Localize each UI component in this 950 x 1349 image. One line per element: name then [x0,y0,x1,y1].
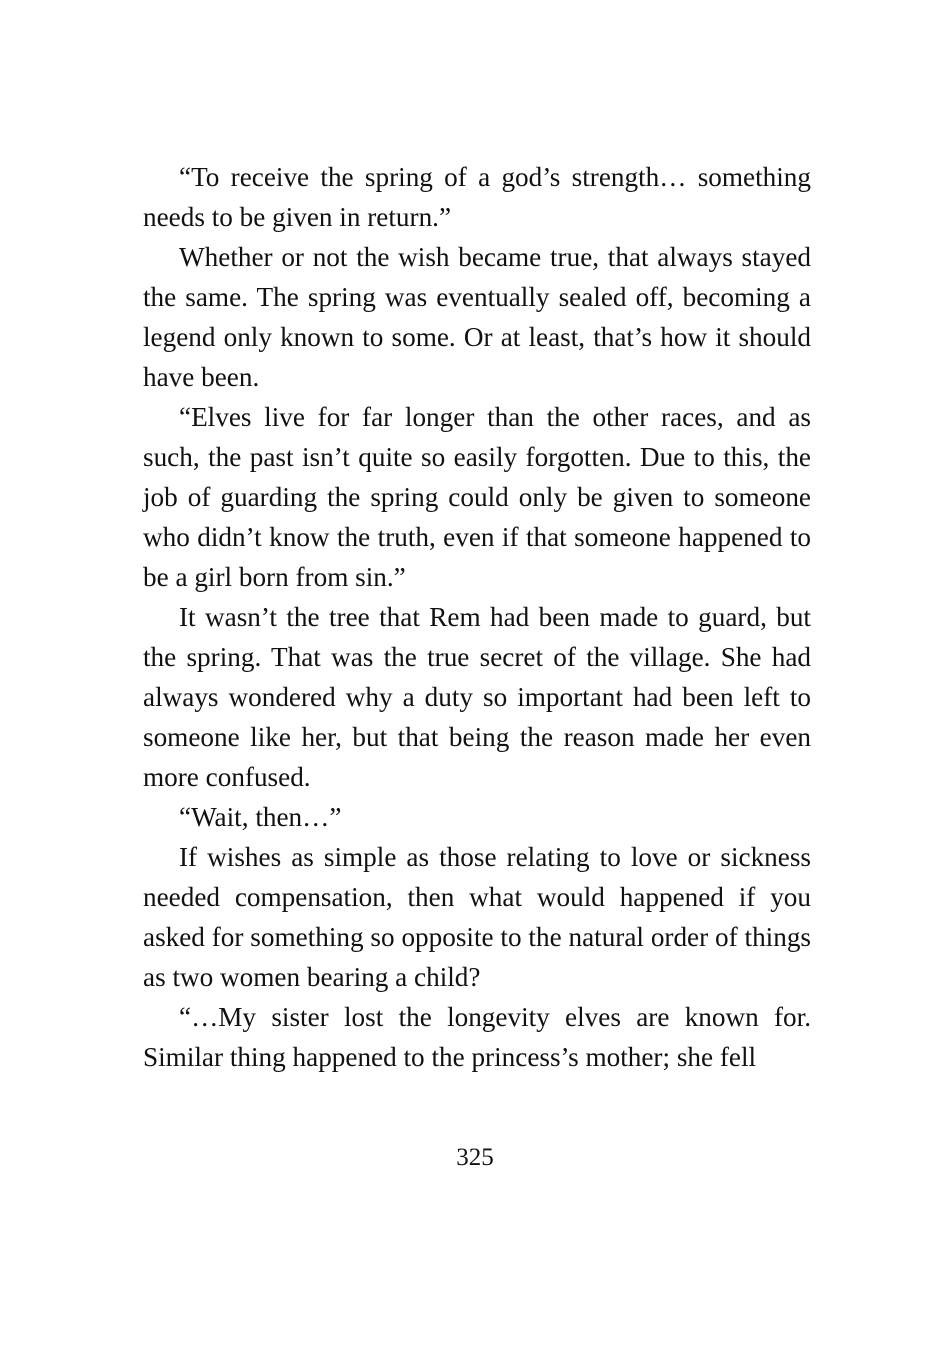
paragraph: If wishes as simple as those relating to love or sickness needed compensation, then what would happened if you asked for something so opposite to the natural order of things as two women bearing a child? [143,842,811,992]
page-number: 325 [456,1144,494,1171]
paragraph: “Wait, then…” [179,802,342,832]
page-body [143,157,811,1077]
paragraph: It wasn’t the tree that Rem had been made to guard, but the spring. That was the true secret of the village. She had always wondered why a duty so important had been left to someone like her, but that being the reason made her even more confused. [143,602,811,792]
paragraph: “To receive the spring of a god’s strength… something needs to be given in return.” [143,162,811,232]
paragraph: “…My sister lost the longevity elves are known for. Similar thing happened to the princess’s mother; she fell [143,1002,811,1072]
paragraph: Whether or not the wish became true, that always stayed the same. The spring was eventually sealed off, becoming a legend only known to some. Or at least, that’s how it should have been. [143,242,811,392]
paragraph: “Elves live for far longer than the other races, and as such, the past isn’t quite so easily forgotten. Due to this, the job of guarding the spring could only be given to someone who didn’t know the truth, even if that someone happened to be a girl born from sin.” [143,402,811,592]
